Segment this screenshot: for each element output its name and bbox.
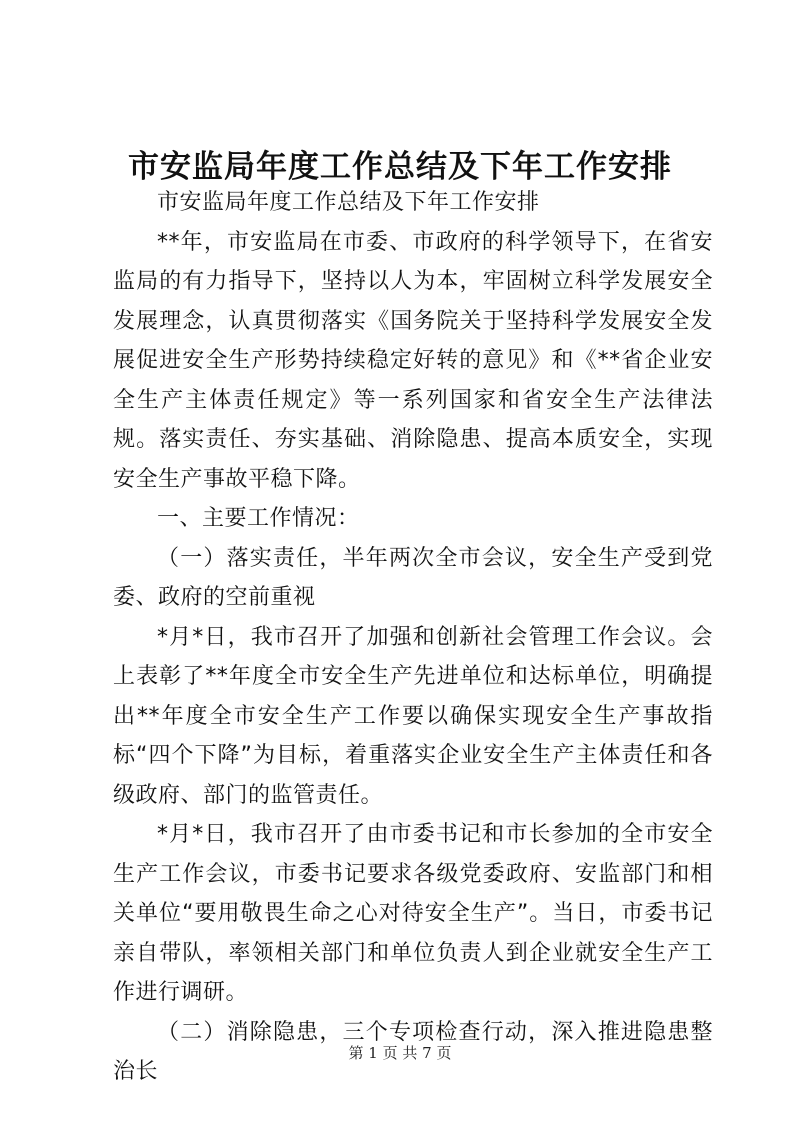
subsection-heading-2: （二）消除隐患，三个专项检查行动，深入推进隐患整治长 [113, 1019, 713, 1084]
paragraph-intro: **年，市安监局在市委、市政府的科学领导下，在省安监局的有力指导下，坚持以人为本，牢固树立科学发展安全发展理念，认真贯彻落实《国务院关于坚持科学发展安全发展促进安全生产形势持续稳定好转的意见》和《**省企业安全生产主体责任规定》等一系列国家和省安全生产法律法规。落实责任、夯实基础、消除隐患、提高本质安全，实现安全生产事故平稳下降。 [113, 229, 713, 492]
subsection-heading-1: （一）落实责任，半年两次全市会议，安全生产受到党委、政府的空前重视 [113, 545, 713, 610]
paragraph-subtitle: 市安监局年度工作总结及下年工作安排 [157, 190, 540, 215]
document-body [113, 183, 713, 1092]
paragraph-meeting-1: *月*日，我市召开了加强和创新社会管理工作会议。会上表彰了**年度全市安全生产先进单位和达标单位，明确提出**年度全市安全生产工作要以确保实现安全生产事故指标“四个下降”为目标，着重落实企业安全生产主体责任和各级政府、部门的监管责任。 [113, 624, 713, 808]
page-number-footer: 第 1 页 共 7 页 [348, 1044, 452, 1062]
section-heading: 一、主要工作情况： [157, 506, 360, 531]
document-title: 市安监局年度工作总结及下年工作安排 [128, 149, 672, 185]
paragraph-meeting-2: *月*日，我市召开了由市委书记和市长参加的全市安全生产工作会议，市委书记要求各级党委政府、安监部门和相关单位“要用敬畏生命之心对待安全生产”。当日，市委书记亲自带队，率领相关部门和单位负责人到企业就安全生产工作进行调研。 [113, 822, 713, 1005]
